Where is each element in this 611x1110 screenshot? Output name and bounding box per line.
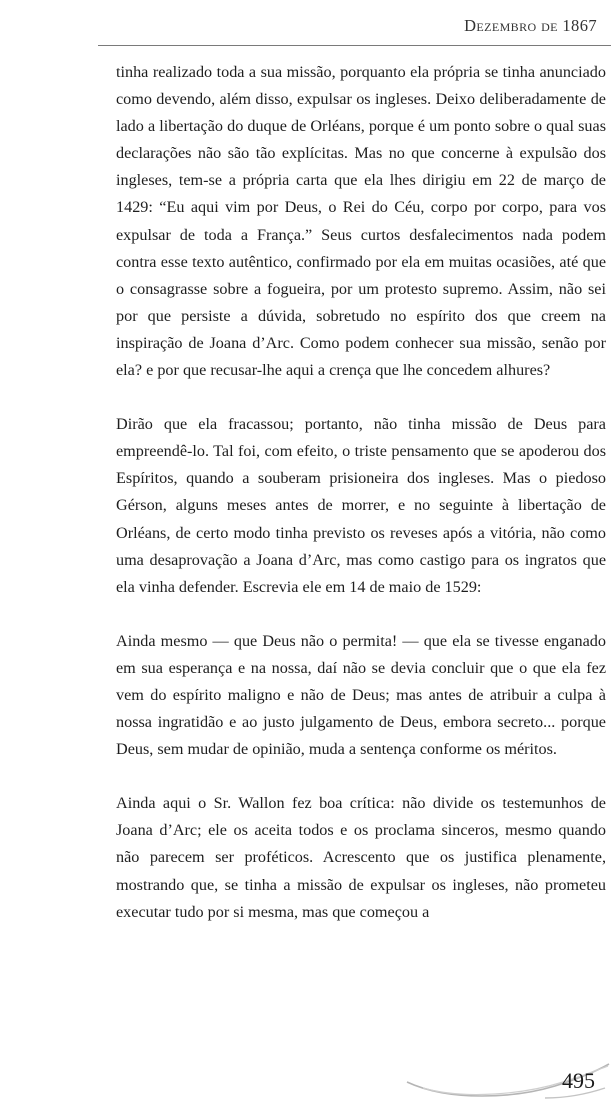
paragraph-1: tinha realizado toda a sua missão, porquanto ela própria se tinha anunciado como devendo, além disso, expulsar os ingleses. Deixo deliberadamente de lado a libertação do duque de Orléans, porque é um ponto sobre o qual suas declarações não são tão explícitas. Mas no que concerne à expulsão dos ingleses, tem-se a própria carta que ela lhes dirigiu em 22 de março de 1429: “Eu aqui vim por Deus, o Rei do Céu, corpo por corpo, para vos expulsar de toda a França.” Seus curtos desfalecimentos nada podem contra esse texto autêntico, confirmado por ela em muitas ocasiões, até que o consagrasse sobre a fogueira, por um protesto supremo. Assim, não sei por que persiste a dúvida, sobretudo no espírito dos que creem na inspiração de Joana d’Arc. Como podem conhecer sua missão, senão por ela? e por que recusar-lhe aqui a crença que lhe concedem alhures? <box>116 63 606 380</box>
header-rule <box>98 45 611 46</box>
paragraph-4: Ainda aqui o Sr. Wallon fez boa crítica: não divide os testemunhos de Joana d’Arc; ele os aceita todos e os proclama sinceros, mesmo quando não parecem ser proféticos. Acrescento que os justifica plenamente, mostrando que, se tinha a missão de expulsar os ingleses, não prometeu executar tudo por si mesma, mas que começou a <box>116 794 606 921</box>
running-header: Dezembro de 1867 <box>464 16 597 35</box>
page-number: 495 <box>562 1068 595 1093</box>
paragraph-2: Dirão que ela fracassou; portanto, não tinha missão de Deus para empreendê-lo. Tal foi, com efeito, o triste pensamento que se apoderou dos Espíritos, quando a souberam prisioneira dos ingleses. Mas o piedoso Gérson, alguns meses antes de morrer, e no seguinte à libertação de Orléans, de certo modo tinha previsto os reveses após a vitória, não como uma desaprovação a Joana d’Arc, mas como castigo para os ingratos que ela vinha defender. Escrevia ele em 14 de maio de 1529: <box>116 415 606 596</box>
paragraph-3-quotation: Ainda mesmo — que Deus não o permita! — que ela se tivesse enganado em sua esperança e na nossa, daí não se devia concluir que o que ela fez vem do espírito maligno e não de Deus; mas antes de atribuir a culpa à nossa ingratidão e ao justo julgamento de Deus, embora secreto... porque Deus, sem mudar de opinião, muda a sentença conforme os méritos. <box>116 631 606 759</box>
body-text <box>116 59 606 953</box>
